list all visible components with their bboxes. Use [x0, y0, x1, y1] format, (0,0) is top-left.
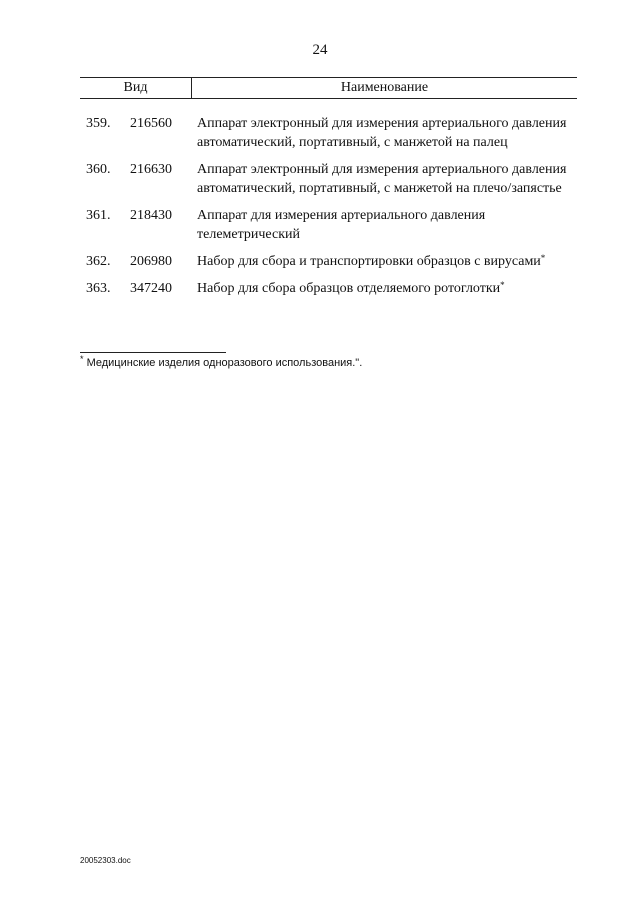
row-number: 360. — [86, 162, 111, 177]
header-vid: Вид — [80, 78, 192, 98]
row-code: 218430 — [130, 208, 172, 223]
table-row — [80, 160, 580, 198]
footnote-text: Медицинские изделия одноразового использования.". — [86, 357, 363, 369]
header-name: Наименование — [340, 80, 429, 95]
row-name — [193, 252, 580, 271]
row-name-text: Аппарат для измерения артериального давления телеметрический — [197, 208, 486, 242]
table-body — [80, 114, 580, 306]
row-number: 359. — [86, 116, 111, 131]
row-name — [193, 206, 580, 244]
row-number: 362. — [86, 254, 111, 269]
row-number: 363. — [86, 281, 111, 296]
row-name — [193, 160, 580, 198]
footnote-mark: * — [80, 354, 84, 364]
row-code: 216560 — [130, 116, 172, 131]
row-mark: * — [540, 253, 546, 263]
row-code: 206980 — [130, 254, 172, 269]
row-name-text: Аппарат электронный для измерения артериального давления автоматический, портативный, с манжетой на палец — [197, 116, 567, 150]
table-header — [80, 77, 577, 99]
row-code: 347240 — [130, 281, 172, 296]
table-row — [80, 252, 580, 271]
row-name-text: Набор для сбора образцов отделяемого ротоглотки — [197, 281, 501, 296]
row-name — [193, 114, 580, 152]
footer-filename: 20052303.doc — [80, 856, 131, 865]
row-name-text: Аппарат электронный для измерения артериального давления автоматический, портативный, с манжетой на плечо/запястье — [197, 162, 567, 196]
row-code: 216630 — [130, 162, 172, 177]
footnote-divider — [80, 352, 226, 353]
row-number: 361. — [86, 208, 111, 223]
row-name-text: Набор для сбора и транспортировки образцов с вирусами — [197, 254, 541, 269]
footnote — [80, 354, 363, 369]
row-name — [193, 279, 580, 298]
table-row — [80, 206, 580, 244]
row-mark: * — [500, 280, 505, 290]
page-number: 24 — [312, 42, 328, 58]
table-row — [80, 279, 580, 298]
table-row — [80, 114, 580, 152]
